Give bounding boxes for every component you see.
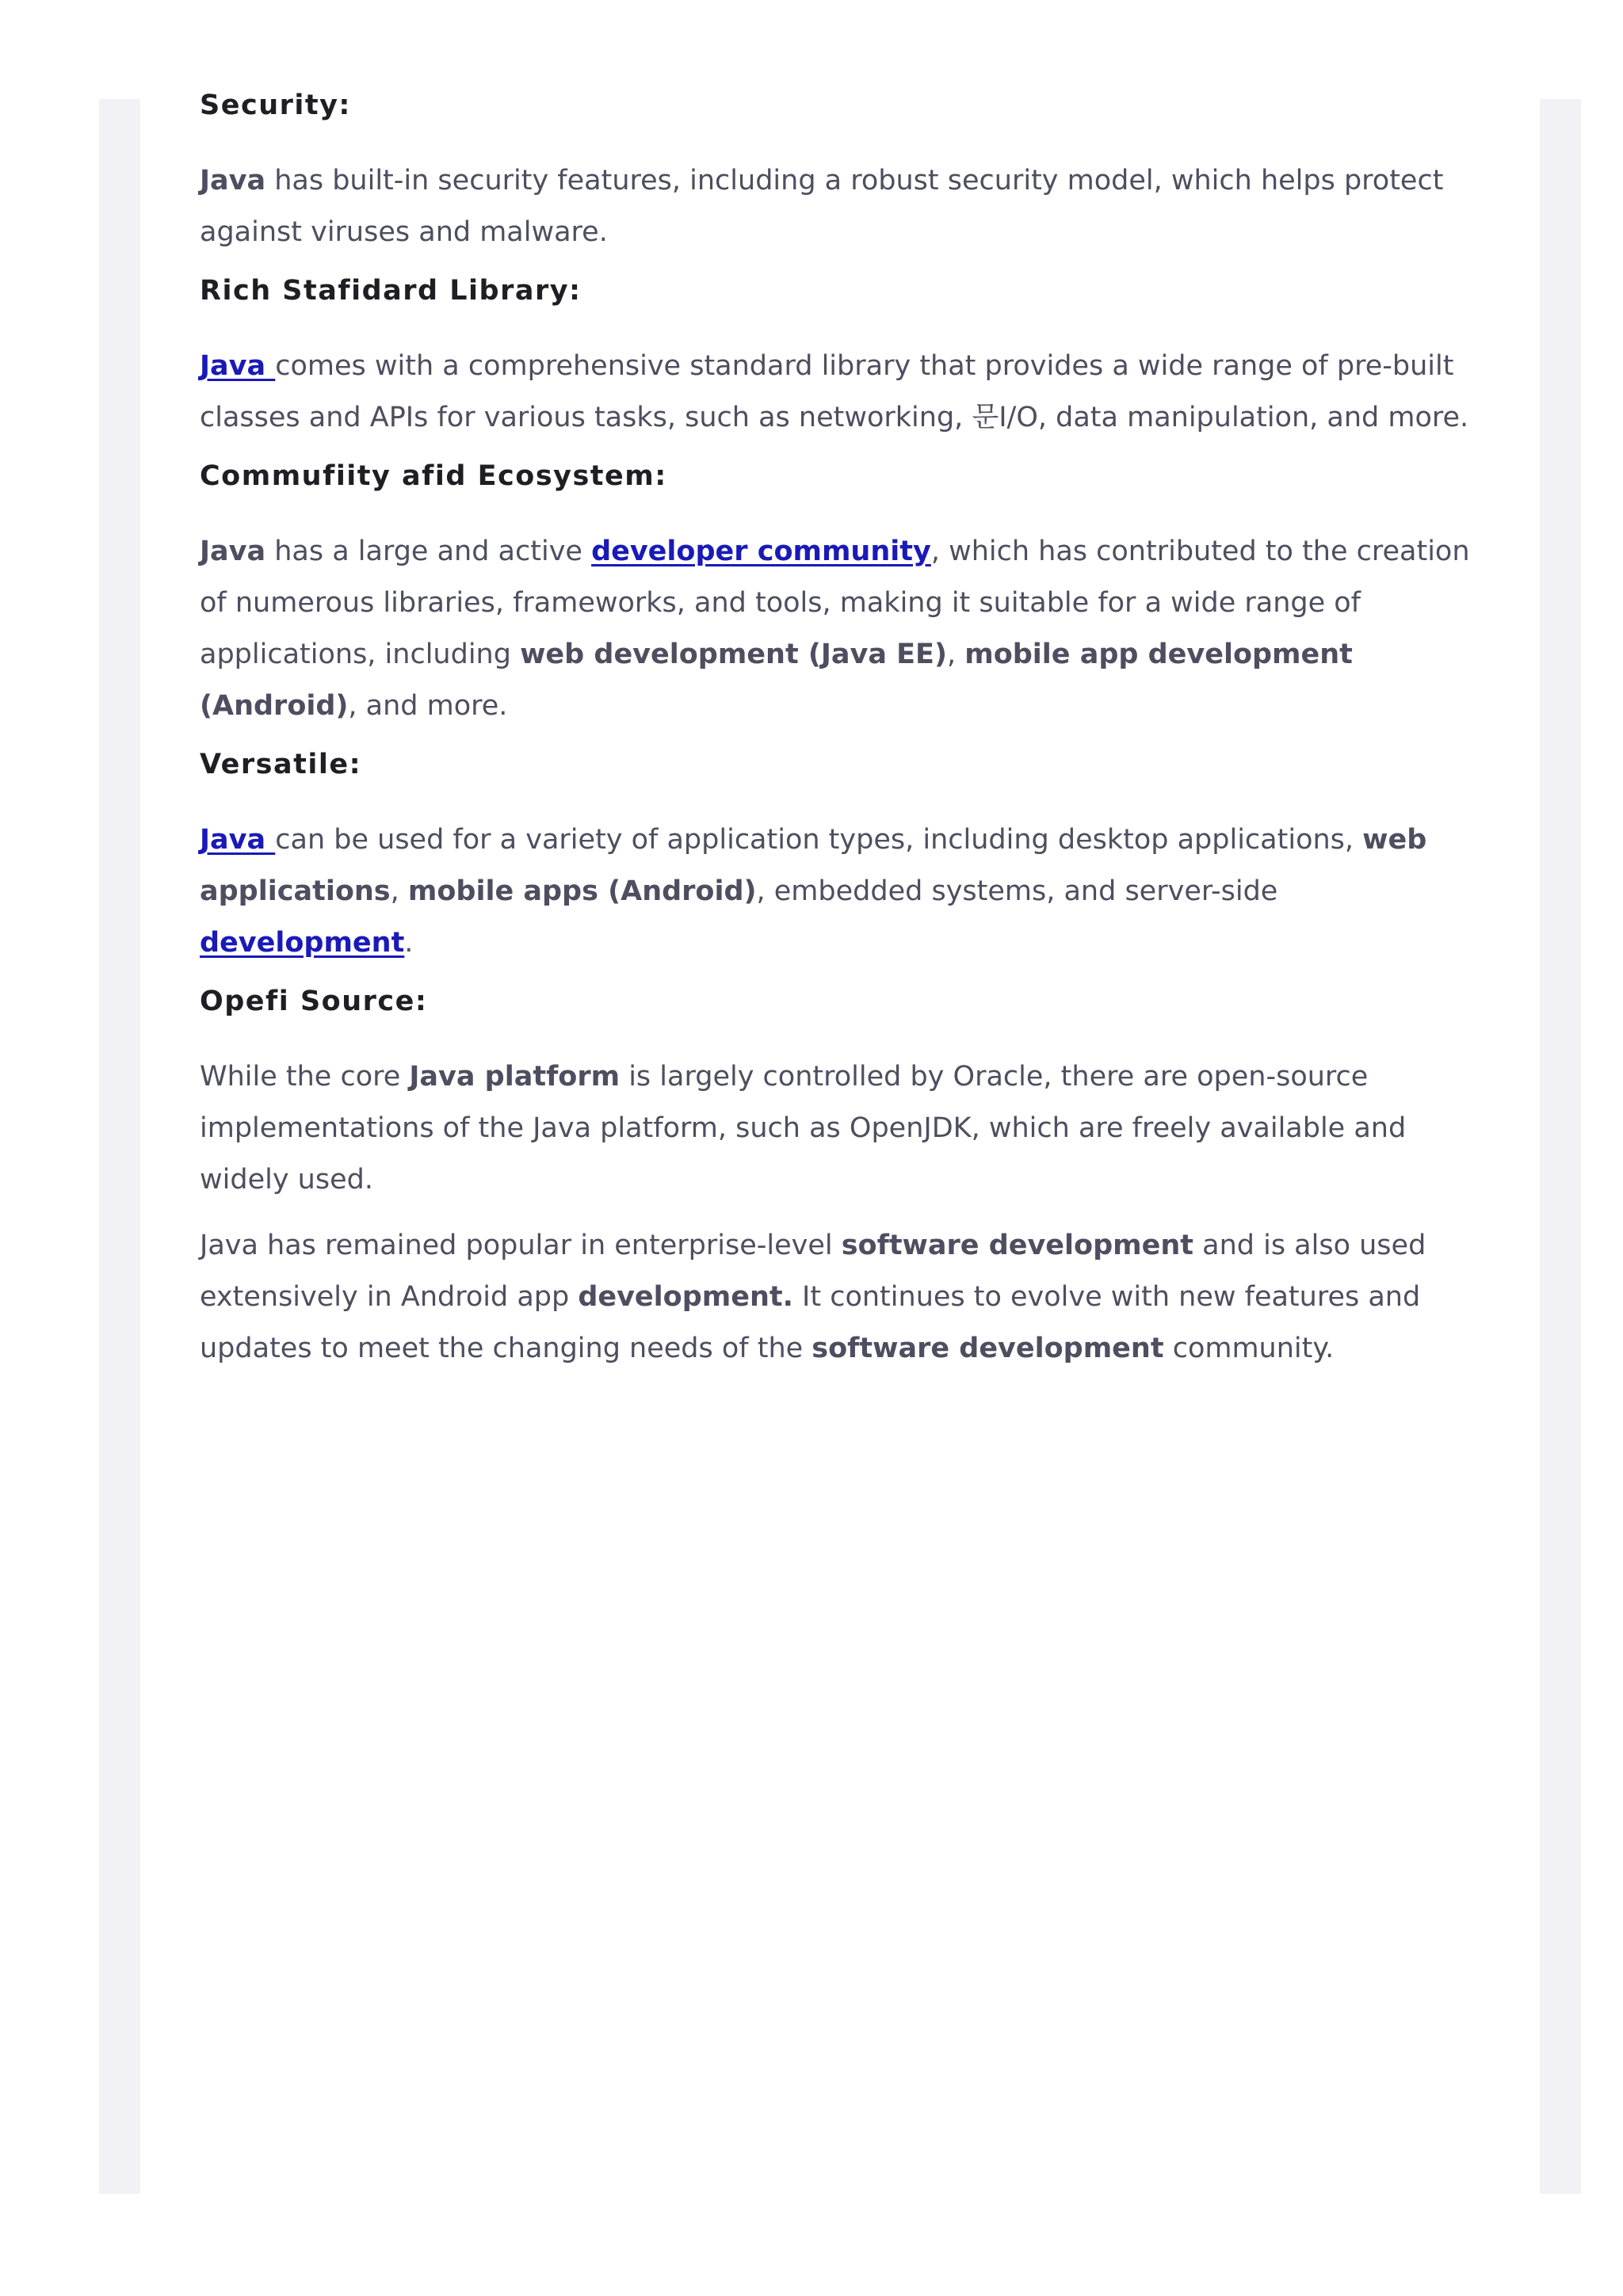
inline-link[interactable]: developer community — [591, 536, 931, 567]
bold-text: development. — [578, 1281, 793, 1313]
section-paragraph-versatile — [200, 814, 1476, 969]
closing-paragraph — [200, 1220, 1476, 1375]
page-margin-left — [99, 99, 140, 2194]
bold-text: web development (Java EE) — [520, 639, 947, 670]
section-paragraph-security — [200, 155, 1476, 258]
section-heading-security: Security: — [200, 90, 351, 121]
text-run: , — [946, 639, 965, 670]
bold-text: Java platform — [409, 1061, 621, 1093]
text-run: community. — [1163, 1333, 1335, 1364]
section-heading-open-source: Opefi Source: — [200, 986, 428, 1017]
section-heading-versatile: Versatile: — [200, 749, 362, 780]
page-margin-right — [1540, 99, 1581, 2194]
inline-link[interactable]: Java — [200, 824, 276, 856]
bold-text: Java — [200, 165, 266, 196]
text-run: , — [390, 875, 408, 907]
bold-text: Java — [200, 536, 266, 567]
bold-text: mobile apps (Android) — [407, 875, 757, 907]
text-run: . — [404, 927, 414, 959]
bold-text: web applications — [200, 824, 1427, 907]
text-run: and is also used extensively in Android app — [200, 1230, 1426, 1313]
bold-text: software development — [812, 1333, 1164, 1364]
section-heading-community: Commufiity afid Ecosystem: — [200, 460, 667, 492]
section-paragraph-community — [200, 526, 1476, 732]
inline-link[interactable]: Java — [200, 350, 276, 382]
text-run: Java has remained popular in enterprise-level — [200, 1230, 842, 1261]
text-run: , which has contributed to the creation of numerous libraries, frameworks, and tools, making it suitable for a wide range of applications, including — [200, 536, 1470, 670]
text-run: has built-in security features, including a robust security model, which helps protect against viruses and malware. — [200, 165, 1444, 248]
bold-text: mobile app development (Android) — [200, 639, 1353, 722]
section-heading-standard-library: Rich Stafidard Library: — [200, 275, 582, 307]
text-run: While the core — [200, 1061, 410, 1093]
text-run: is largely controlled by Oracle, there are open-source implementations of the Java platform, such as OpenJDK, which are freely available and widely used. — [200, 1061, 1407, 1196]
text-run: It continues to evolve with new features and updates to meet the changing needs of the — [200, 1281, 1421, 1364]
section-paragraph-standard-library — [200, 341, 1476, 444]
section-paragraph-open-source — [200, 1051, 1476, 1206]
document-content — [200, 87, 1476, 1375]
bold-text: software development — [841, 1230, 1193, 1261]
text-run: can be used for a variety of application types, including desktop applications, — [275, 824, 1363, 856]
text-run: has a large and active — [265, 536, 592, 567]
inline-link[interactable]: development — [200, 927, 405, 959]
text-run: , embedded systems, and server-side — [756, 875, 1278, 907]
text-run: , and more. — [348, 690, 508, 722]
text-run: comes with a comprehensive standard library that provides a wide range of pre-built classes and APIs for various tasks, such as networking, 문I/O, data manipulation, and more. — [200, 350, 1469, 433]
